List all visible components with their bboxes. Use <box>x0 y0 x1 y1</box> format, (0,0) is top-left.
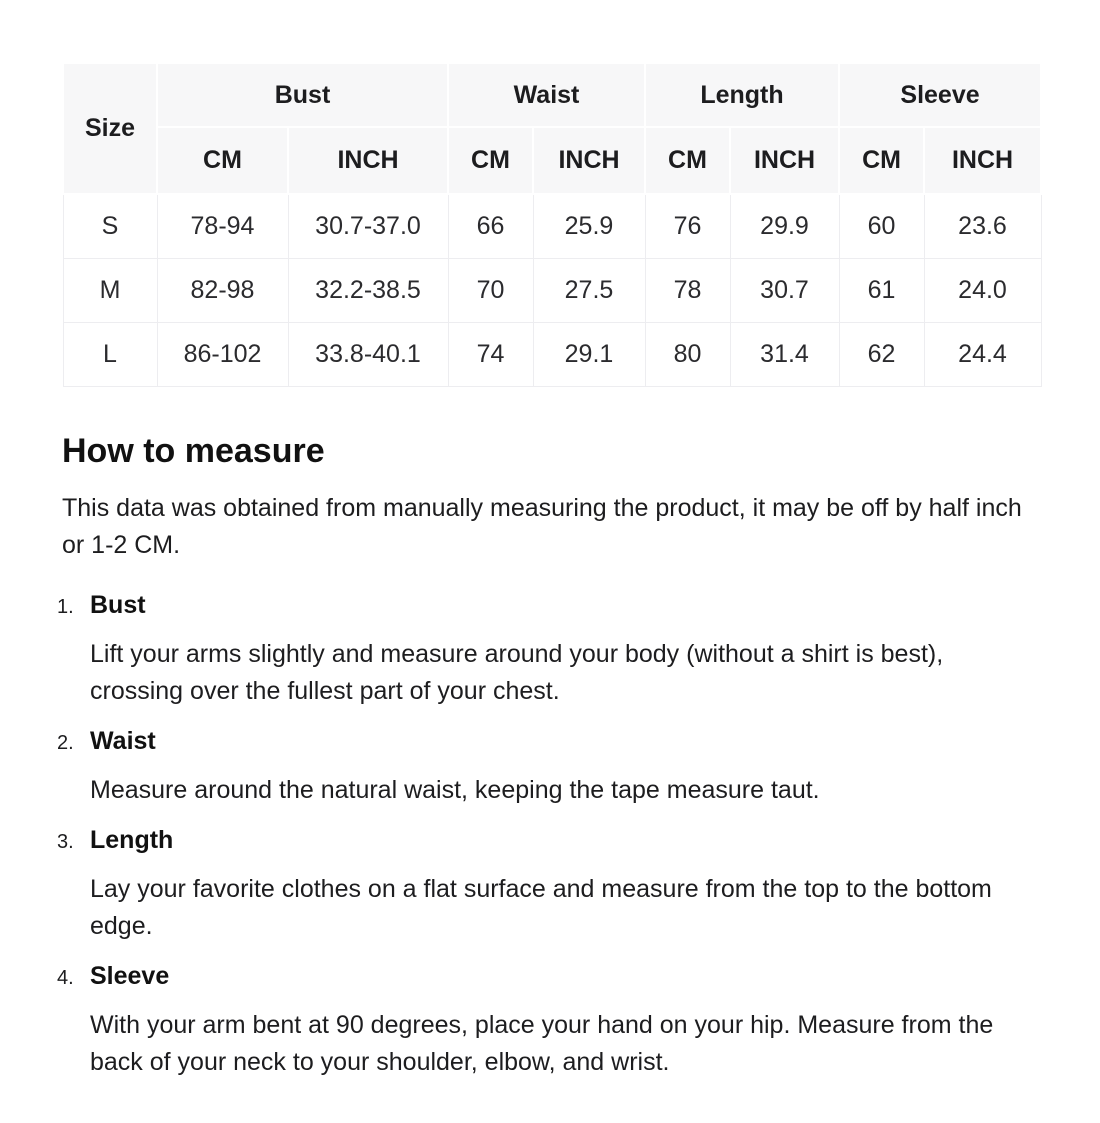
table-row-s <box>63 194 1041 258</box>
sleeve-group-header: Sleeve <box>839 63 1041 127</box>
measurement-cell: 76 <box>645 194 730 258</box>
measurement-cell: 78-94 <box>157 194 288 258</box>
list-item-number: 4. <box>57 966 74 989</box>
measurement-cell: 61 <box>839 258 924 322</box>
waist-inch-header: INCH <box>533 127 645 194</box>
measurement-cell: 27.5 <box>533 258 645 322</box>
measurement-cell: 32.2-38.5 <box>288 258 448 322</box>
measurement-cell: 66 <box>448 194 533 258</box>
list-item-waist <box>57 723 1040 809</box>
table-row-l <box>63 322 1041 386</box>
list-item-title-row <box>57 958 1040 998</box>
intro-text: This data was obtained from manually measuring the product, it may be off by half inch or 1-2 CM. <box>62 493 1022 559</box>
size-chart-table <box>62 62 1042 387</box>
table-row-m <box>63 258 1041 322</box>
measurement-cell: 30.7-37.0 <box>288 194 448 258</box>
list-item-number: 1. <box>57 595 74 618</box>
measurement-cell: 60 <box>839 194 924 258</box>
sleeve-inch-header: INCH <box>924 127 1041 194</box>
list-item-number: 2. <box>57 731 74 754</box>
length-inch-header: INCH <box>730 127 839 194</box>
list-item-number: 3. <box>57 830 74 853</box>
bust-group-header: Bust <box>157 63 448 127</box>
size-cell: L <box>63 322 157 386</box>
list-item-title-row <box>57 587 1040 627</box>
measurement-cell: 86-102 <box>157 322 288 386</box>
list-item-bust <box>57 587 1040 710</box>
size-cell: S <box>63 194 157 258</box>
measurement-cell: 23.6 <box>924 194 1041 258</box>
measurement-cell: 82-98 <box>157 258 288 322</box>
length-cm-header: CM <box>645 127 730 194</box>
bust-cm-header: CM <box>157 127 288 194</box>
measurement-cell: 29.1 <box>533 322 645 386</box>
measurement-cell: 33.8-40.1 <box>288 322 448 386</box>
length-group-header: Length <box>645 63 839 127</box>
list-item-description: Lay your favorite clothes on a flat surface and measure from the top to the bottom edge. <box>90 874 992 940</box>
sleeve-cm-header: CM <box>839 127 924 194</box>
list-item-title: Sleeve <box>90 961 170 990</box>
size-cell: M <box>63 258 157 322</box>
measurement-cell: 30.7 <box>730 258 839 322</box>
list-item-title-row <box>57 723 1040 763</box>
waist-group-header: Waist <box>448 63 645 127</box>
how-to-measure-heading: How to measure <box>62 431 325 470</box>
measurement-cell: 24.4 <box>924 322 1041 386</box>
list-item-description: Measure around the natural waist, keeping the tape measure taut. <box>90 775 820 804</box>
list-item-description: With your arm bent at 90 degrees, place your hand on your hip. Measure from the back of your neck to your shoulder, elbow, and wrist. <box>90 1010 994 1076</box>
list-item-title: Length <box>90 825 174 854</box>
list-item-title-row <box>57 822 1040 862</box>
bust-inch-header: INCH <box>288 127 448 194</box>
measurement-cell: 24.0 <box>924 258 1041 322</box>
measurement-cell: 29.9 <box>730 194 839 258</box>
measurement-cell: 25.9 <box>533 194 645 258</box>
size-column-header: Size <box>63 63 157 194</box>
list-item-title: Bust <box>90 590 146 619</box>
measurement-cell: 70 <box>448 258 533 322</box>
list-item-length <box>57 822 1040 945</box>
list-item-description: Lift your arms slightly and measure around your body (without a shirt is best), crossing over the fullest part of your chest. <box>90 639 944 705</box>
measurement-cell: 80 <box>645 322 730 386</box>
list-item-title: Waist <box>90 726 156 755</box>
list-item-sleeve <box>57 958 1040 1081</box>
waist-cm-header: CM <box>448 127 533 194</box>
measurement-cell: 78 <box>645 258 730 322</box>
measurement-cell: 62 <box>839 322 924 386</box>
measure-list <box>57 587 1040 1081</box>
measurement-cell: 31.4 <box>730 322 839 386</box>
measurement-cell: 74 <box>448 322 533 386</box>
